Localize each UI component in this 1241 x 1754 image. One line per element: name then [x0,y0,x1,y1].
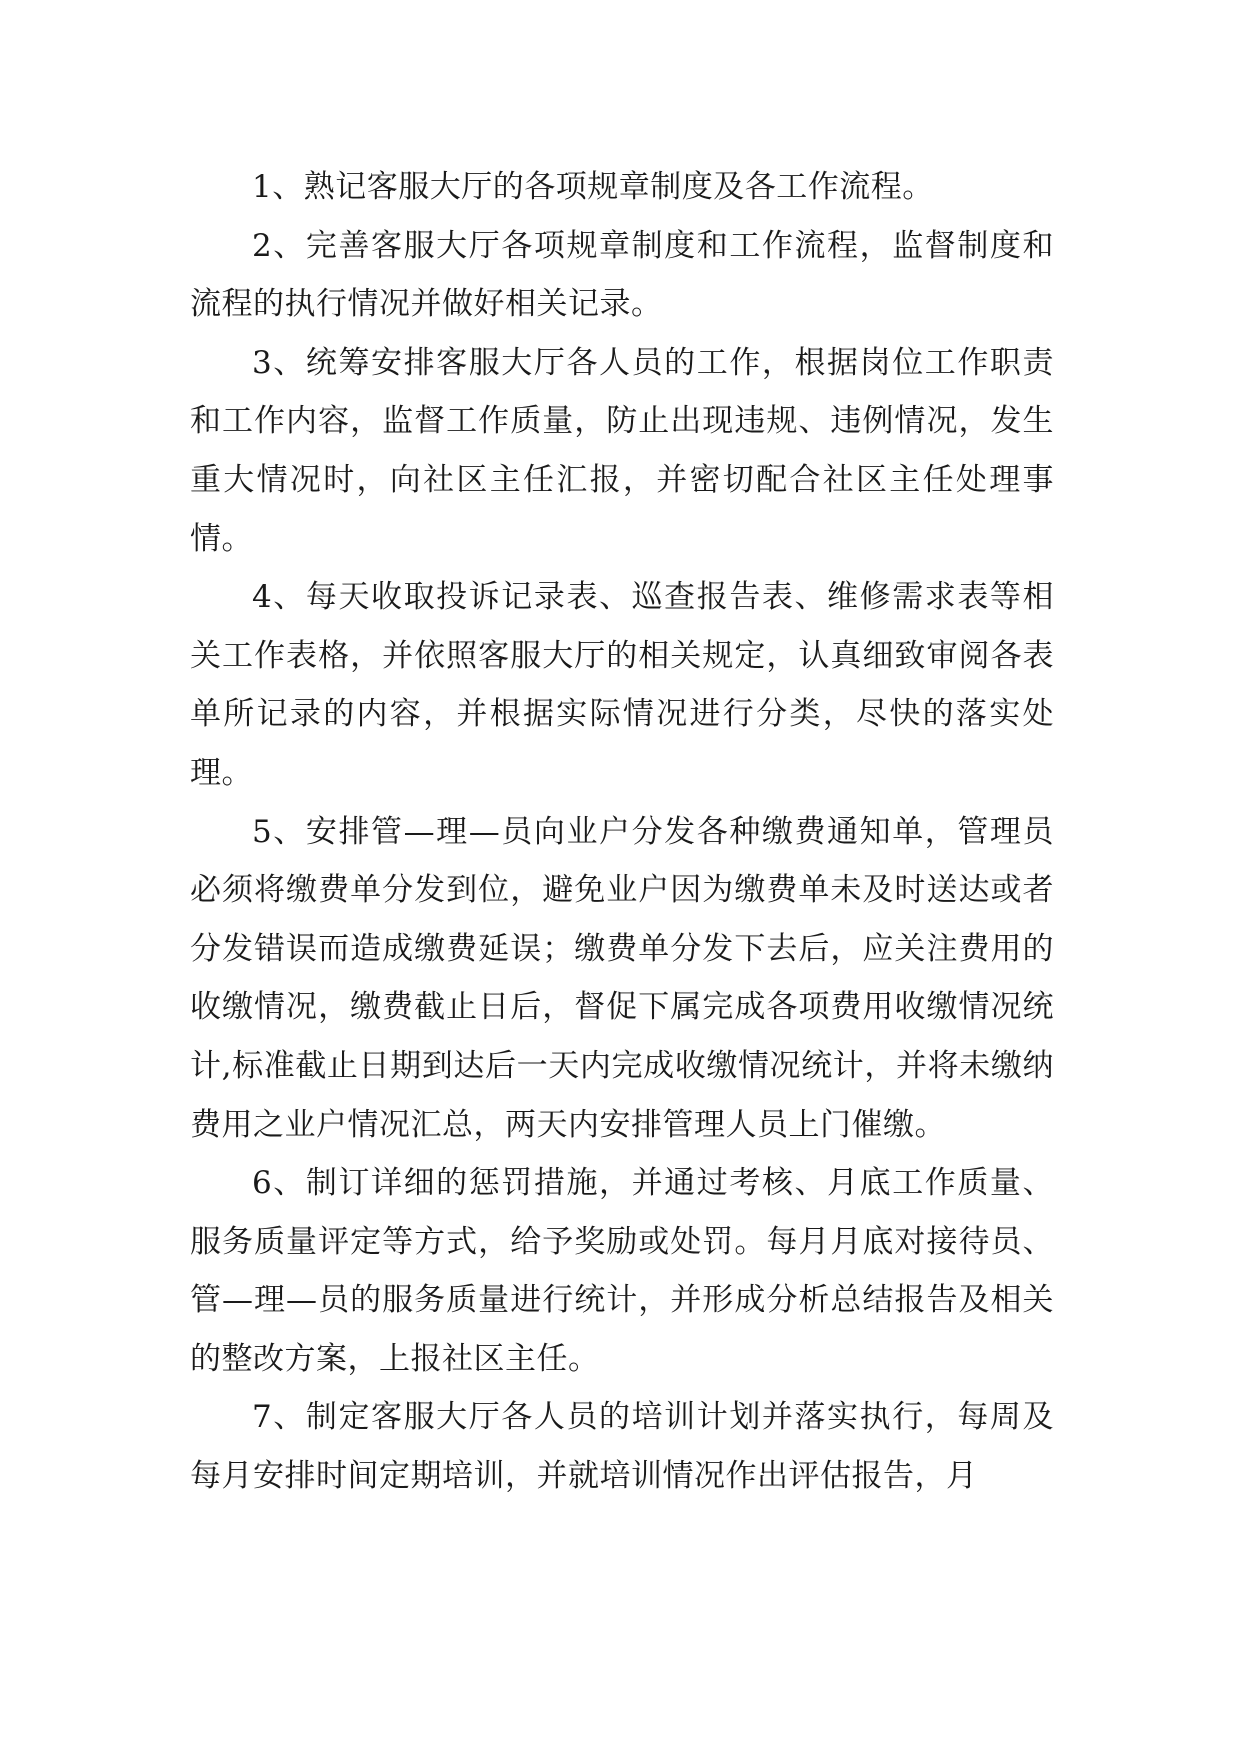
paragraph-6: 6、制订详细的惩罚措施，并通过考核、月底工作质量、服务质量评定等方式，给予奖励或处罚。每月月底对接待员、管—理—员的服务质量进行统计，并形成分析总结报告及相关的整改方案，上报社区主任。 [190,1165,1054,1377]
document-body [190,158,1054,1506]
paragraph-4: 4、每天收取投诉记录表、巡查报告表、维修需求表等相关工作表格，并依照客服大厅的相关规定，认真细致审阅各表单所记录的内容，并根据实际情况进行分类，尽快的落实处理。 [190,579,1054,791]
paragraph-1: 1、熟记客服大厅的各项规章制度及各工作流程。 [252,169,934,205]
paragraph-5: 5、安排管—理—员向业户分发各种缴费通知单，管理员必须将缴费单分发到位，避免业户因为缴费单未及时送达或者分发错误而造成缴费延误；缴费单分发下去后，应关注费用的收缴情况，缴费截止日后，督促下属完成各项费用收缴情况统计,标准截止日期到达后一天内完成收缴情况统计，并将未缴纳费用之业户情况汇总，两天内安排管理人员上门催缴。 [190,813,1054,1143]
paragraph-7: 7、制定客服大厅各人员的培训计划并落实执行，每周及每月安排时间定期培训，并就培训情况作出评估报告，月 [190,1399,1054,1495]
paragraph-3: 3、统筹安排客服大厅各人员的工作，根据岗位工作职责和工作内容，监督工作质量，防止出现违规、违例情况，发生重大情况时，向社区主任汇报，并密切配合社区主任处理事情。 [190,344,1054,557]
paragraph-2: 2、完善客服大厅各项规章制度和工作流程，监督制度和流程的执行情况并做好相关记录。 [190,227,1054,323]
